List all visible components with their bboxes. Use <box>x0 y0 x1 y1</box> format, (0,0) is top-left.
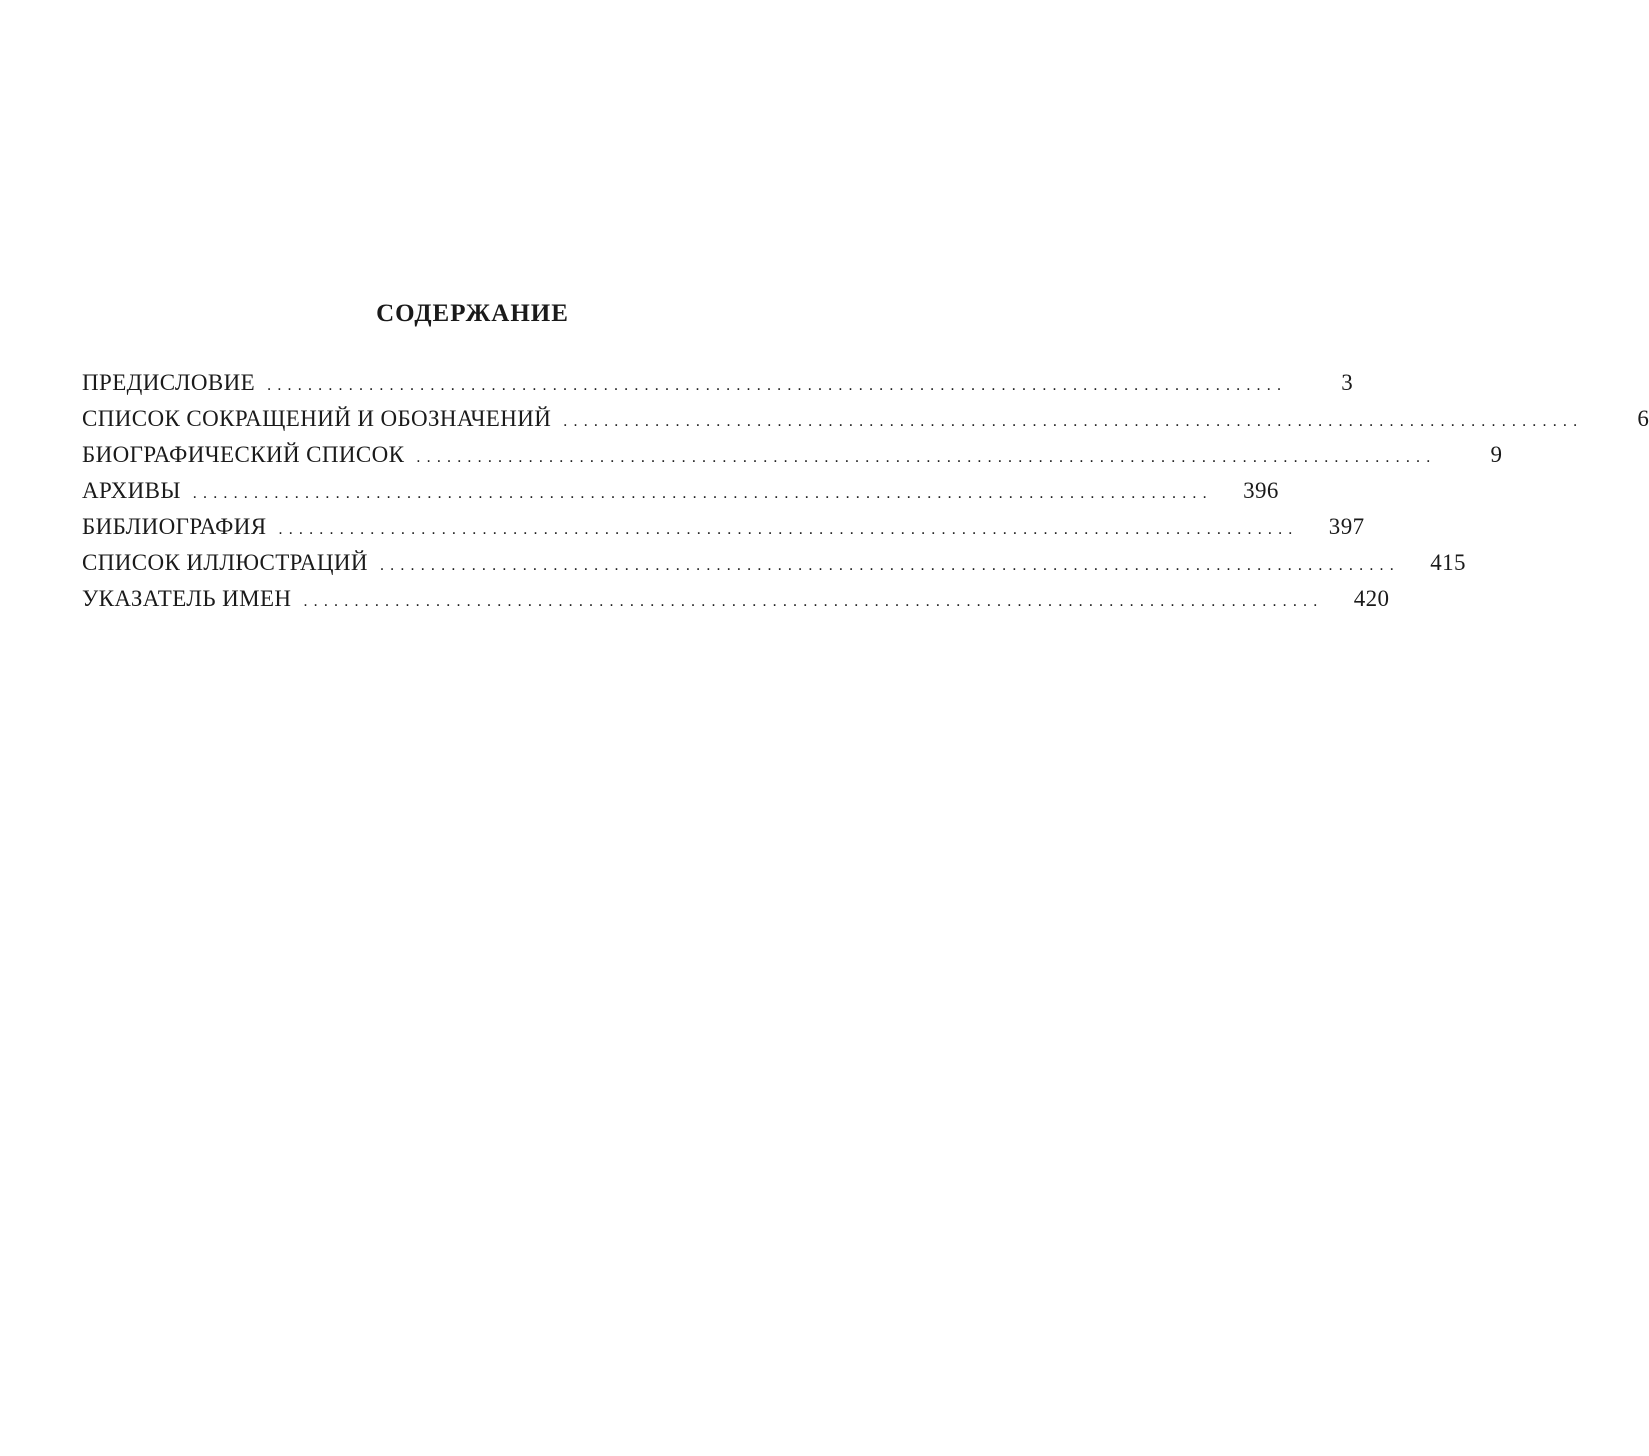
dot-leader: .................................................................................................... <box>379 557 1400 574</box>
table-of-contents <box>82 370 1649 622</box>
toc-entry-label: БИОГРАФИЧЕСКИЙ СПИСОК <box>82 442 405 467</box>
toc-entry-name-index[interactable] <box>82 586 1390 622</box>
toc-entry-page-number: 397 <box>1328 514 1365 539</box>
dot-leader: .................................................................................................... <box>303 593 1324 610</box>
toc-entry-page-number: 420 <box>1353 586 1390 611</box>
toc-entry-page-number: 3 <box>1341 370 1354 395</box>
dot-leader: .................................................................................................... <box>416 449 1437 466</box>
toc-entry-label: АРХИВЫ <box>82 478 181 503</box>
dot-leader: .................................................................................................... <box>278 521 1299 538</box>
toc-entry-label: УКАЗАТЕЛЬ ИМЕН <box>82 586 292 611</box>
dot-leader: .................................................................................................... <box>267 377 1288 394</box>
toc-entry-page-number: 6 <box>1637 406 1649 431</box>
dot-leader: .................................................................................................... <box>192 485 1213 502</box>
dot-leader: .................................................................................................... <box>563 413 1584 430</box>
toc-entry-preface[interactable] <box>82 370 1354 406</box>
toc-entry-page-number: 9 <box>1490 442 1503 467</box>
toc-entry-biographical-list[interactable] <box>82 442 1503 478</box>
toc-entry-label: СПИСОК ИЛЛЮСТРАЦИЙ <box>82 550 368 575</box>
toc-entry-label: СПИСОК СОКРАЩЕНИЙ И ОБОЗНАЧЕНИЙ <box>82 406 552 431</box>
toc-entry-label: ПРЕДИСЛОВИЕ <box>82 370 256 395</box>
toc-entry-abbreviations[interactable] <box>82 406 1649 442</box>
toc-entry-archives[interactable] <box>82 478 1279 514</box>
toc-entry-page-number: 396 <box>1243 478 1279 503</box>
toc-title: СОДЕРЖАНИЕ <box>376 300 569 327</box>
toc-entry-illustrations[interactable] <box>82 550 1466 586</box>
toc-entry-bibliography[interactable] <box>82 514 1365 550</box>
toc-entry-page-number: 415 <box>1430 550 1466 575</box>
toc-entry-label: БИБЛИОГРАФИЯ <box>82 514 267 539</box>
